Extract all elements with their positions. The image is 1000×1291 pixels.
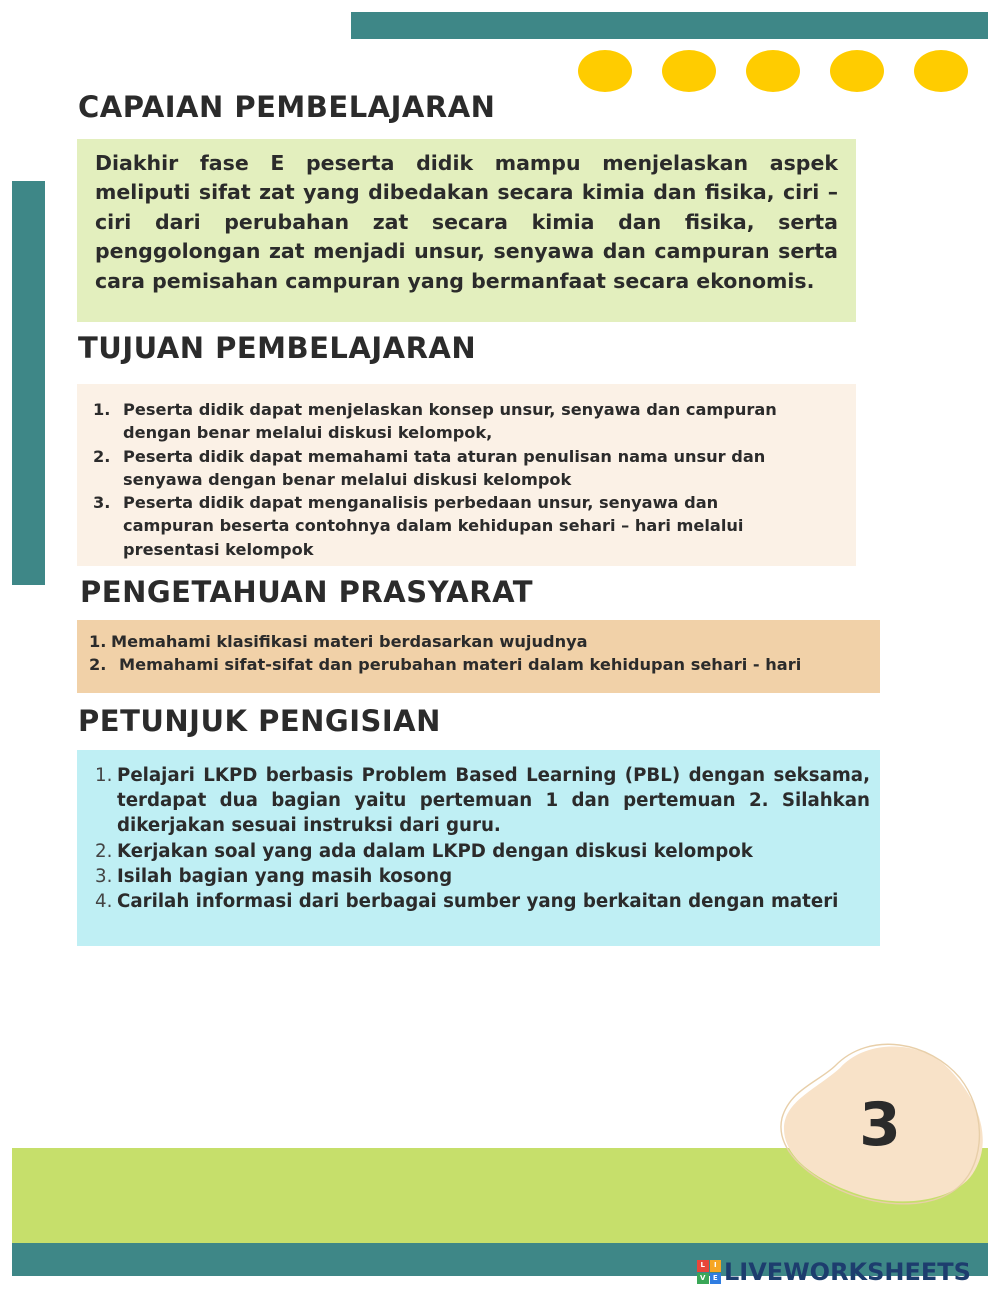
capaian-text: Diakhir fase E peserta didik mampu menjelaskan aspek meliputi sifat zat yang dibedakan secara kimia dan fisika, ciri – ciri dari perubahan zat secara kimia dan fisika, serta penggolongan zat menjadi unsur, senyawa dan campuran serta cara pemisahan campuran yang bermanfaat secara ekonomis. xyxy=(95,151,838,293)
list-item xyxy=(95,889,870,914)
list-item xyxy=(93,491,840,561)
list-item-number: 1. xyxy=(93,400,111,419)
brand-text: LIVEWORKSHEETS xyxy=(724,1258,971,1286)
list-item-text: Isilah bagian yang masih kosong xyxy=(117,865,453,887)
list-item-number: 1. xyxy=(89,632,107,651)
petunjuk-panel xyxy=(77,750,880,946)
liveworksheets-watermark xyxy=(697,1257,995,1287)
list-item-text: Carilah informasi dari berbagai sumber yang berkaitan dengan materi xyxy=(117,891,839,913)
list-item-number: 2. xyxy=(89,655,107,674)
logo-letter: V xyxy=(697,1273,709,1285)
list-item xyxy=(95,864,870,889)
list-item xyxy=(93,398,840,445)
capaian-heading: CAPAIAN PEMBELAJARAN xyxy=(78,90,496,124)
list-item-number: 2. xyxy=(95,840,113,862)
list-item-text: Kerjakan soal yang ada dalam LKPD dengan diskusi kelompok xyxy=(117,840,753,862)
top-accent-bar xyxy=(351,12,988,39)
list-item xyxy=(95,763,870,839)
list-item xyxy=(89,653,868,676)
tujuan-panel xyxy=(77,384,856,566)
list-item-number: 4. xyxy=(95,891,113,913)
capaian-panel xyxy=(77,139,856,322)
list-item xyxy=(89,630,868,653)
list-item-text: Pelajari LKPD berbasis Problem Based Learning (PBL) dengan seksama, terdapat dua bagian yaitu pertemuan 1 dan pertemuan 2. Silahkan dikerjakan sesuai instruksi dari guru. xyxy=(117,765,870,837)
yellow-dot-5 xyxy=(914,50,968,92)
yellow-dot-4 xyxy=(830,50,884,92)
left-accent-bar xyxy=(12,181,45,585)
petunjuk-heading: PETUNJUK PENGISIAN xyxy=(78,704,441,738)
yellow-dot-2 xyxy=(662,50,716,92)
list-item-text: Memahami klasifikasi materi berdasarkan wujudnya xyxy=(111,632,588,651)
list-item xyxy=(95,839,870,864)
list-item-text: Peserta didik dapat menjelaskan konsep unsur, senyawa dan campuran dengan benar melalui diskusi kelompok, xyxy=(123,400,777,443)
yellow-dot-1 xyxy=(578,50,632,92)
tujuan-list xyxy=(93,398,840,561)
list-item-text: Peserta didik dapat memahami tata aturan penulisan nama unsur dan senyawa dengan benar melalui diskusi kelompok xyxy=(123,446,766,489)
yellow-dot-3 xyxy=(746,50,800,92)
list-item-text: Memahami sifat-sifat dan perubahan materi dalam kehidupan sehari - hari xyxy=(119,655,802,674)
list-item-number: 3. xyxy=(95,865,113,887)
list-item-number: 1. xyxy=(95,765,113,786)
list-item xyxy=(93,445,840,492)
page-number: 3 xyxy=(859,1090,901,1160)
tujuan-heading: TUJUAN PEMBELAJARAN xyxy=(78,331,477,365)
pengetahuan-panel xyxy=(77,620,880,693)
list-item-text: Peserta didik dapat menganalisis perbedaan unsur, senyawa dan campuran beserta contohnya dalam kehidupan sehari – hari melalui presentasi kelompok xyxy=(123,493,744,559)
liveworksheets-logo-icon xyxy=(697,1260,721,1284)
logo-letter: I xyxy=(710,1260,722,1272)
petunjuk-list xyxy=(95,763,870,914)
list-item-number: 2. xyxy=(93,446,111,466)
logo-letter: E xyxy=(710,1273,722,1285)
logo-letter: L xyxy=(697,1260,709,1272)
pengetahuan-heading: PENGETAHUAN PRASYARAT xyxy=(80,575,534,609)
pengetahuan-list xyxy=(89,630,868,676)
list-item-number: 3. xyxy=(93,493,111,513)
